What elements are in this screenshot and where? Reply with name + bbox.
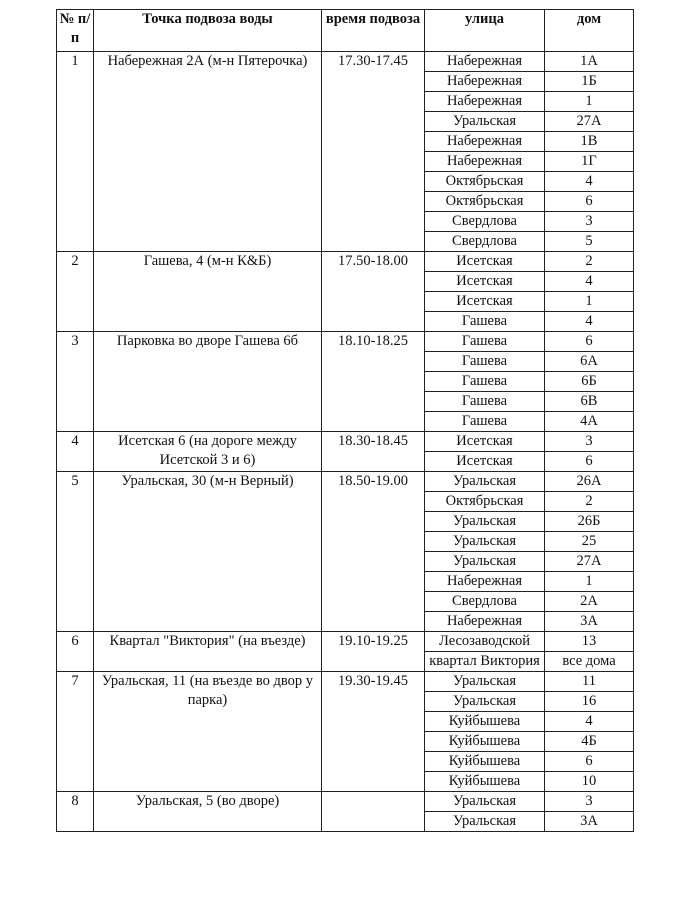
street-cell: Октябрьская xyxy=(425,172,545,192)
house-cell: 13 xyxy=(545,632,634,652)
street-cell: Уральская xyxy=(425,112,545,132)
street-cell: Набережная xyxy=(425,72,545,92)
table-row xyxy=(57,672,634,692)
delivery-point: Гашева, 4 (м-н К&Б) xyxy=(94,252,322,332)
street-cell: Уральская xyxy=(425,532,545,552)
street-cell: Уральская xyxy=(425,512,545,532)
delivery-point: Уральская, 5 (во дворе) xyxy=(94,792,322,832)
delivery-point: Исетская 6 (на дороге между Исетской 3 и 6) xyxy=(94,432,322,472)
house-cell: все дома xyxy=(545,652,634,672)
street-cell: Гашева xyxy=(425,312,545,332)
street-cell: Свердлова xyxy=(425,212,545,232)
delivery-time: 18.50-19.00 xyxy=(322,472,425,632)
street-cell: Гашева xyxy=(425,332,545,352)
delivery-time: 18.10-18.25 xyxy=(322,332,425,432)
house-cell: 3 xyxy=(545,792,634,812)
house-cell: 3А xyxy=(545,612,634,632)
street-cell: Набережная xyxy=(425,132,545,152)
header-num: № п/п xyxy=(57,10,94,52)
street-cell: Уральская xyxy=(425,472,545,492)
street-cell: Куйбышева xyxy=(425,772,545,792)
street-cell: Лесозаводской xyxy=(425,632,545,652)
house-cell: 2А xyxy=(545,592,634,612)
house-cell: 1 xyxy=(545,572,634,592)
street-cell: Свердлова xyxy=(425,232,545,252)
house-cell: 16 xyxy=(545,692,634,712)
street-cell: Набережная xyxy=(425,612,545,632)
house-cell: 3 xyxy=(545,212,634,232)
house-cell: 11 xyxy=(545,672,634,692)
street-cell: Куйбышева xyxy=(425,712,545,732)
house-cell: 4Б xyxy=(545,732,634,752)
house-cell: 6 xyxy=(545,452,634,472)
point-number: 7 xyxy=(57,672,94,792)
street-cell: Октябрьская xyxy=(425,192,545,212)
street-cell: Исетская xyxy=(425,452,545,472)
header-time: время подвоза xyxy=(322,10,425,52)
point-number: 6 xyxy=(57,632,94,672)
house-cell: 6В xyxy=(545,392,634,412)
house-cell: 26Б xyxy=(545,512,634,532)
street-cell: Набережная xyxy=(425,92,545,112)
house-cell: 4 xyxy=(545,312,634,332)
house-cell: 3 xyxy=(545,432,634,452)
street-cell: Уральская xyxy=(425,672,545,692)
table-row xyxy=(57,432,634,452)
street-cell: Куйбышева xyxy=(425,732,545,752)
house-cell: 4 xyxy=(545,272,634,292)
water-delivery-table xyxy=(56,9,634,832)
point-number: 4 xyxy=(57,432,94,472)
point-number: 8 xyxy=(57,792,94,832)
header-point: Точка подвоза воды xyxy=(94,10,322,52)
delivery-time xyxy=(322,792,425,832)
street-cell: Уральская xyxy=(425,692,545,712)
point-number: 1 xyxy=(57,52,94,252)
house-cell: 1В xyxy=(545,132,634,152)
delivery-point: Уральская, 11 (на въезде во двор у парка) xyxy=(94,672,322,792)
house-cell: 25 xyxy=(545,532,634,552)
house-cell: 4 xyxy=(545,172,634,192)
house-cell: 4А xyxy=(545,412,634,432)
house-cell: 1Г xyxy=(545,152,634,172)
header-row xyxy=(57,10,634,52)
delivery-time: 17.30-17.45 xyxy=(322,52,425,252)
house-cell: 2 xyxy=(545,252,634,272)
street-cell: Исетская xyxy=(425,292,545,312)
table-row xyxy=(57,332,634,352)
street-cell: Гашева xyxy=(425,372,545,392)
street-cell: Куйбышева xyxy=(425,752,545,772)
house-cell: 10 xyxy=(545,772,634,792)
table-row xyxy=(57,252,634,272)
house-cell: 1 xyxy=(545,92,634,112)
house-cell: 26А xyxy=(545,472,634,492)
street-cell: Октябрьская xyxy=(425,492,545,512)
point-number: 5 xyxy=(57,472,94,632)
delivery-time: 19.30-19.45 xyxy=(322,672,425,792)
house-cell: 6 xyxy=(545,332,634,352)
delivery-point: Парковка во дворе Гашева 6б xyxy=(94,332,322,432)
street-cell: Исетская xyxy=(425,252,545,272)
header-house: дом xyxy=(545,10,634,52)
point-number: 2 xyxy=(57,252,94,332)
delivery-time: 18.30-18.45 xyxy=(322,432,425,472)
street-cell: Гашева xyxy=(425,352,545,372)
header-street: улица xyxy=(425,10,545,52)
street-cell: Уральская xyxy=(425,792,545,812)
delivery-point: Набережная 2А (м-н Пятерочка) xyxy=(94,52,322,252)
house-cell: 1А xyxy=(545,52,634,72)
house-cell: 6Б xyxy=(545,372,634,392)
point-number: 3 xyxy=(57,332,94,432)
house-cell: 1Б xyxy=(545,72,634,92)
house-cell: 1 xyxy=(545,292,634,312)
delivery-time: 19.10-19.25 xyxy=(322,632,425,672)
street-cell: Исетская xyxy=(425,432,545,452)
delivery-point: Квартал "Виктория" (на въезде) xyxy=(94,632,322,672)
house-cell: 6 xyxy=(545,752,634,772)
table-row xyxy=(57,632,634,652)
street-cell: Исетская xyxy=(425,272,545,292)
street-cell: Уральская xyxy=(425,552,545,572)
delivery-point: Уральская, 30 (м-н Верный) xyxy=(94,472,322,632)
house-cell: 5 xyxy=(545,232,634,252)
house-cell: 3А xyxy=(545,812,634,832)
street-cell: квартал Виктория xyxy=(425,652,545,672)
street-cell: Свердлова xyxy=(425,592,545,612)
table-row xyxy=(57,792,634,812)
house-cell: 4 xyxy=(545,712,634,732)
house-cell: 27А xyxy=(545,552,634,572)
house-cell: 2 xyxy=(545,492,634,512)
table-row xyxy=(57,472,634,492)
street-cell: Набережная xyxy=(425,572,545,592)
street-cell: Набережная xyxy=(425,152,545,172)
street-cell: Гашева xyxy=(425,392,545,412)
street-cell: Гашева xyxy=(425,412,545,432)
house-cell: 27А xyxy=(545,112,634,132)
table-row xyxy=(57,52,634,72)
street-cell: Уральская xyxy=(425,812,545,832)
house-cell: 6 xyxy=(545,192,634,212)
house-cell: 6А xyxy=(545,352,634,372)
street-cell: Набережная xyxy=(425,52,545,72)
delivery-time: 17.50-18.00 xyxy=(322,252,425,332)
